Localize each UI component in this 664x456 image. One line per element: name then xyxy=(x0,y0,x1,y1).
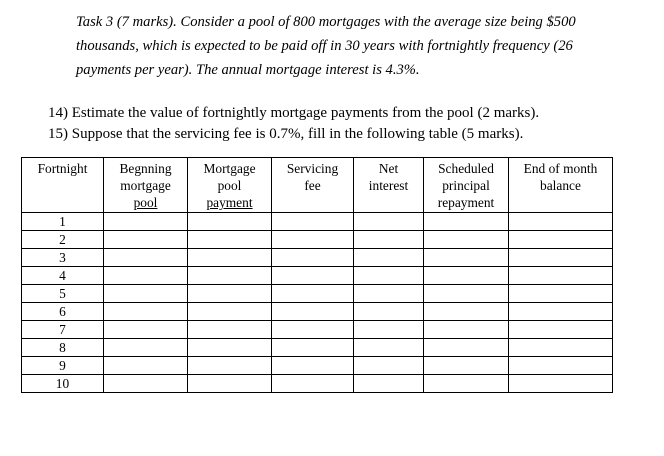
cell-balance xyxy=(509,357,613,375)
header-end-balance xyxy=(509,158,613,213)
cell-payment xyxy=(188,249,272,267)
cell-payment xyxy=(188,339,272,357)
cell-balance xyxy=(509,321,613,339)
header-servicing-fee xyxy=(272,158,354,213)
cell-servicing xyxy=(272,285,354,303)
cell-principal xyxy=(424,357,509,375)
cell-balance xyxy=(509,339,613,357)
table-row xyxy=(22,375,613,393)
cell-beginning xyxy=(104,213,188,231)
cell-servicing xyxy=(272,357,354,375)
table-row xyxy=(22,339,613,357)
cell-servicing xyxy=(272,231,354,249)
table-row xyxy=(22,321,613,339)
cell-balance xyxy=(509,285,613,303)
fortnight-number: 4 xyxy=(22,267,104,285)
table-header-row xyxy=(22,158,613,213)
cell-servicing xyxy=(272,213,354,231)
cell-balance xyxy=(509,213,613,231)
amortization-table xyxy=(21,157,613,393)
fortnight-number: 3 xyxy=(22,249,104,267)
header-line: fee xyxy=(304,178,321,193)
task-line: thousands, which is expected to be paid off in 30 years with fortnightly frequency (26 xyxy=(76,38,573,54)
header-line: pool xyxy=(217,178,242,193)
cell-principal xyxy=(424,285,509,303)
question-15: 15) Suppose that the servicing fee is 0.7%, fill in the following table (5 marks). xyxy=(48,126,524,142)
cell-beginning xyxy=(104,285,188,303)
cell-principal xyxy=(424,321,509,339)
header-line: repayment xyxy=(437,195,495,210)
header-line: payment xyxy=(206,195,253,210)
task-description xyxy=(76,10,656,82)
cell-beginning xyxy=(104,357,188,375)
cell-beginning xyxy=(104,375,188,393)
cell-payment xyxy=(188,231,272,249)
fortnight-number: 5 xyxy=(22,285,104,303)
header-line: Servicing xyxy=(286,161,339,176)
cell-net xyxy=(354,267,424,285)
header-fortnight xyxy=(22,158,104,213)
fortnight-number: 8 xyxy=(22,339,104,357)
header-scheduled-principal xyxy=(424,158,509,213)
task-line: payments per year). The annual mortgage interest is 4.3%. xyxy=(76,62,420,78)
cell-net xyxy=(354,249,424,267)
question-14: 14) Estimate the value of fortnightly mortgage payments from the pool (2 marks). xyxy=(48,105,540,121)
header-line: Mortgage xyxy=(203,161,256,176)
cell-principal xyxy=(424,267,509,285)
cell-servicing xyxy=(272,321,354,339)
cell-beginning xyxy=(104,339,188,357)
cell-servicing xyxy=(272,339,354,357)
table-body xyxy=(22,213,613,393)
cell-payment xyxy=(188,267,272,285)
cell-payment xyxy=(188,321,272,339)
cell-net xyxy=(354,303,424,321)
cell-principal xyxy=(424,249,509,267)
cell-net xyxy=(354,357,424,375)
table-row xyxy=(22,357,613,375)
header-line: principal xyxy=(442,178,490,193)
cell-beginning xyxy=(104,231,188,249)
cell-principal xyxy=(424,303,509,321)
cell-payment xyxy=(188,375,272,393)
cell-servicing xyxy=(272,375,354,393)
cell-servicing xyxy=(272,267,354,285)
cell-principal xyxy=(424,375,509,393)
header-net-interest xyxy=(354,158,424,213)
fortnight-number: 6 xyxy=(22,303,104,321)
header-fortnight-label: Fortnight xyxy=(37,161,88,176)
cell-net xyxy=(354,213,424,231)
cell-net xyxy=(354,339,424,357)
cell-beginning xyxy=(104,249,188,267)
fortnight-number: 10 xyxy=(22,375,104,393)
fortnight-number: 7 xyxy=(22,321,104,339)
header-line: End of month xyxy=(523,161,598,176)
header-line: pool xyxy=(133,195,158,210)
cell-balance xyxy=(509,231,613,249)
cell-beginning xyxy=(104,267,188,285)
cell-principal xyxy=(424,339,509,357)
cell-servicing xyxy=(272,303,354,321)
fortnight-number: 1 xyxy=(22,213,104,231)
cell-net xyxy=(354,375,424,393)
cell-payment xyxy=(188,213,272,231)
cell-principal xyxy=(424,231,509,249)
header-line: mortgage xyxy=(120,178,171,193)
table-row xyxy=(22,249,613,267)
cell-balance xyxy=(509,375,613,393)
cell-beginning xyxy=(104,303,188,321)
cell-payment xyxy=(188,285,272,303)
table-row xyxy=(22,231,613,249)
cell-payment xyxy=(188,357,272,375)
header-line: interest xyxy=(368,178,409,193)
cell-balance xyxy=(509,249,613,267)
header-mortgage-payment xyxy=(188,158,272,213)
fortnight-number: 9 xyxy=(22,357,104,375)
table-row xyxy=(22,267,613,285)
header-line: balance xyxy=(540,178,581,193)
cell-servicing xyxy=(272,249,354,267)
cell-payment xyxy=(188,303,272,321)
cell-beginning xyxy=(104,321,188,339)
question-list xyxy=(48,103,539,145)
fortnight-number: 2 xyxy=(22,231,104,249)
cell-balance xyxy=(509,303,613,321)
cell-balance xyxy=(509,267,613,285)
header-line: Begnning xyxy=(119,161,172,176)
cell-net xyxy=(354,321,424,339)
header-beginning-pool xyxy=(104,158,188,213)
header-line: Scheduled xyxy=(438,161,494,176)
table-row xyxy=(22,303,613,321)
table-row xyxy=(22,285,613,303)
cell-principal xyxy=(424,213,509,231)
task-line: Task 3 (7 marks). Consider a pool of 800 mortgages with the average size being $500 xyxy=(76,14,576,30)
table-row xyxy=(22,213,613,231)
header-line: Net xyxy=(378,161,399,176)
cell-net xyxy=(354,285,424,303)
cell-net xyxy=(354,231,424,249)
